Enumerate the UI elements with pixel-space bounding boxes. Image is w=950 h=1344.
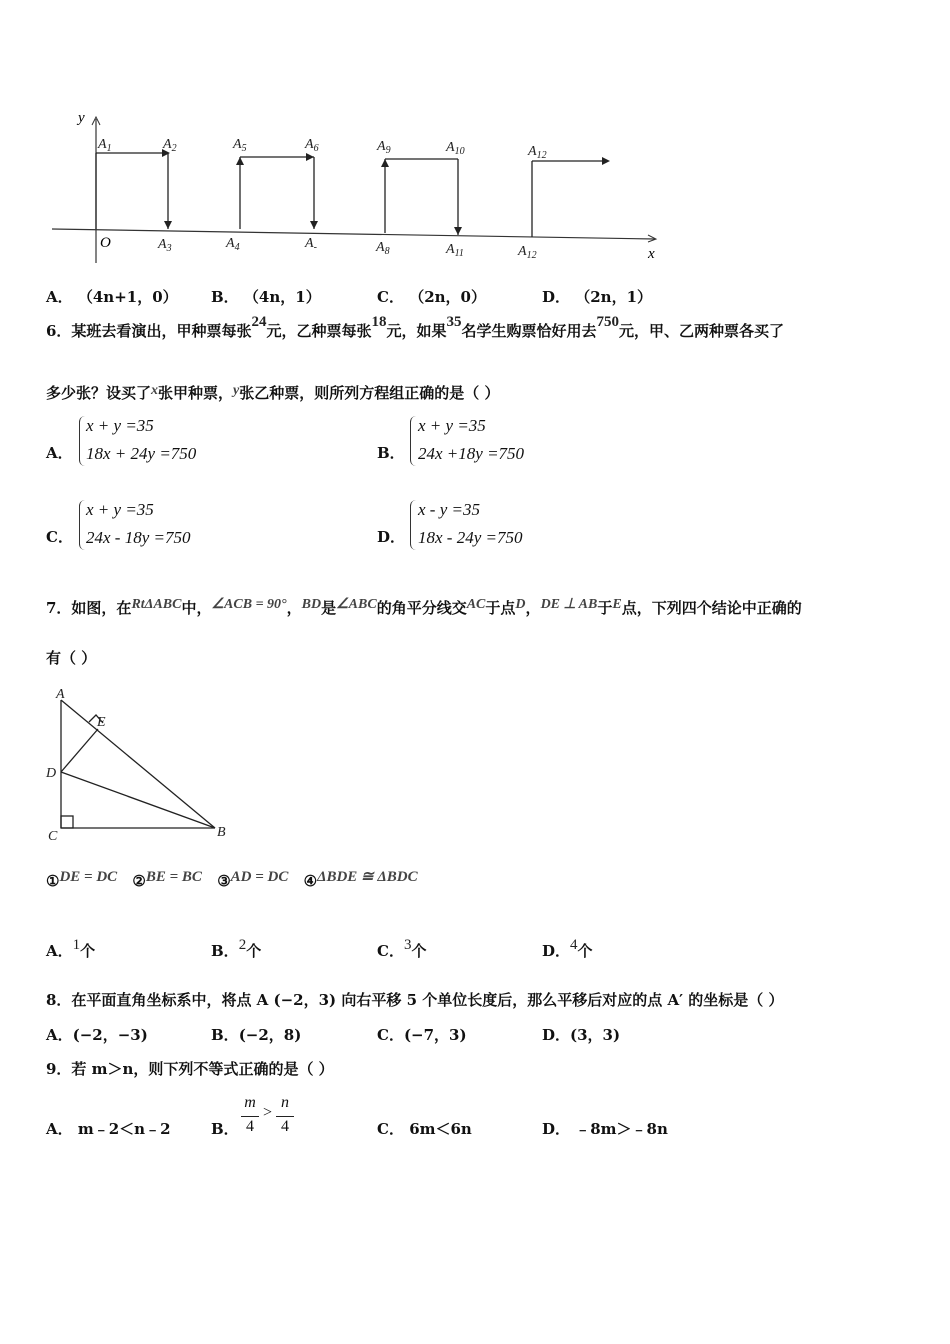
q7-stem-line1: 7．如图，在RtΔABC中，∠ACB = 90°，BD是∠ABC的角平分线交AC于点D，DE ⊥ AB于E点，下列四个结论中正确的 — [46, 597, 802, 617]
q8-option-b[interactable]: B．(−2，8) — [211, 1026, 302, 1044]
label-a12-top: $A_{12}$ — [528, 144, 547, 161]
q7-option-c[interactable]: C．3个 — [377, 937, 427, 960]
q7-option-d[interactable]: D．4个 — [542, 937, 593, 960]
q7-option-a[interactable]: A．1个 — [46, 937, 96, 960]
statement-1: ①DE = DC — [46, 869, 118, 890]
triangle-figure — [40, 684, 240, 844]
q6-stem-line2: 多少张？设买了x张甲种票，y张乙种票，则所列方程组正确的是（ ） — [46, 383, 500, 402]
q8-option-a[interactable]: A．(−2，−3) — [46, 1026, 148, 1044]
vertex-c: C — [48, 829, 58, 844]
label-a9: $A_9$ — [377, 139, 391, 156]
q9-option-d[interactable]: D． ﹣8m＞﹣8n — [542, 1120, 668, 1138]
vertex-a: A — [56, 687, 65, 702]
statement-4: ④ΔBDE ≅ ΔBDC — [303, 869, 418, 890]
y-axis-label: y — [78, 110, 85, 126]
q8-option-d[interactable]: D．(3，3) — [542, 1026, 621, 1044]
label-a11: $A_{11}$ — [446, 242, 464, 259]
q7-stem-line2: 有（ ） — [46, 649, 97, 667]
q7-statements — [46, 869, 418, 891]
label-a10: $A_{10}$ — [446, 140, 465, 157]
label-a1: $A_1$ — [98, 137, 112, 154]
q5-option-c[interactable]: C． （2n，0） — [377, 288, 486, 306]
path-figure — [50, 105, 670, 270]
x-axis-label: x — [648, 246, 655, 262]
q7-option-b[interactable]: B．2个 — [211, 937, 262, 960]
q9-option-a[interactable]: A． m﹣2＜n﹣2 — [46, 1120, 171, 1138]
label-a4: $A_4$ — [226, 236, 240, 253]
label-a5: $A_5$ — [233, 137, 247, 154]
q8-stem: 8．在平面直角坐标系中，将点 A (−2，3) 向右平移 5 个单位长度后，那么平移后对应的点 A′ 的坐标是（ ） — [46, 991, 784, 1009]
q8-option-c[interactable]: C．(−7，3) — [377, 1026, 467, 1044]
vertex-b: B — [217, 825, 226, 840]
q5-option-d[interactable]: D． （2n，1） — [542, 288, 653, 306]
q5-option-a[interactable]: A． （4n+1，0） — [46, 288, 178, 306]
x-axis — [52, 229, 655, 239]
label-a8: $A_8$ — [376, 240, 390, 257]
label-a6: $A_6$ — [305, 137, 319, 154]
q9-stem: 9．若 m＞n，则下列不等式正确的是（ ） — [46, 1060, 334, 1078]
q6-stem-line1: 6．某班去看演出，甲种票每张24元，乙种票每张18元，如果35名学生购票恰好用去750元，甲、乙两种票各买了 — [46, 314, 785, 340]
label-a7: $A_-$ — [305, 236, 317, 253]
label-a12-bottom: $A_{12}$ — [518, 244, 537, 261]
vertex-e: E — [97, 715, 106, 730]
q5-option-b[interactable]: B． （4n，1） — [211, 288, 321, 306]
label-a2: $A_2$ — [163, 137, 177, 154]
q9-option-c[interactable]: C． 6m＜6n — [377, 1120, 472, 1138]
vertex-d: D — [46, 766, 57, 781]
statement-2: ②BE = BC — [132, 869, 202, 890]
statement-3: ③AD = DC — [217, 869, 289, 890]
label-a3: $A_3$ — [158, 237, 172, 254]
origin-label: O — [100, 235, 111, 251]
